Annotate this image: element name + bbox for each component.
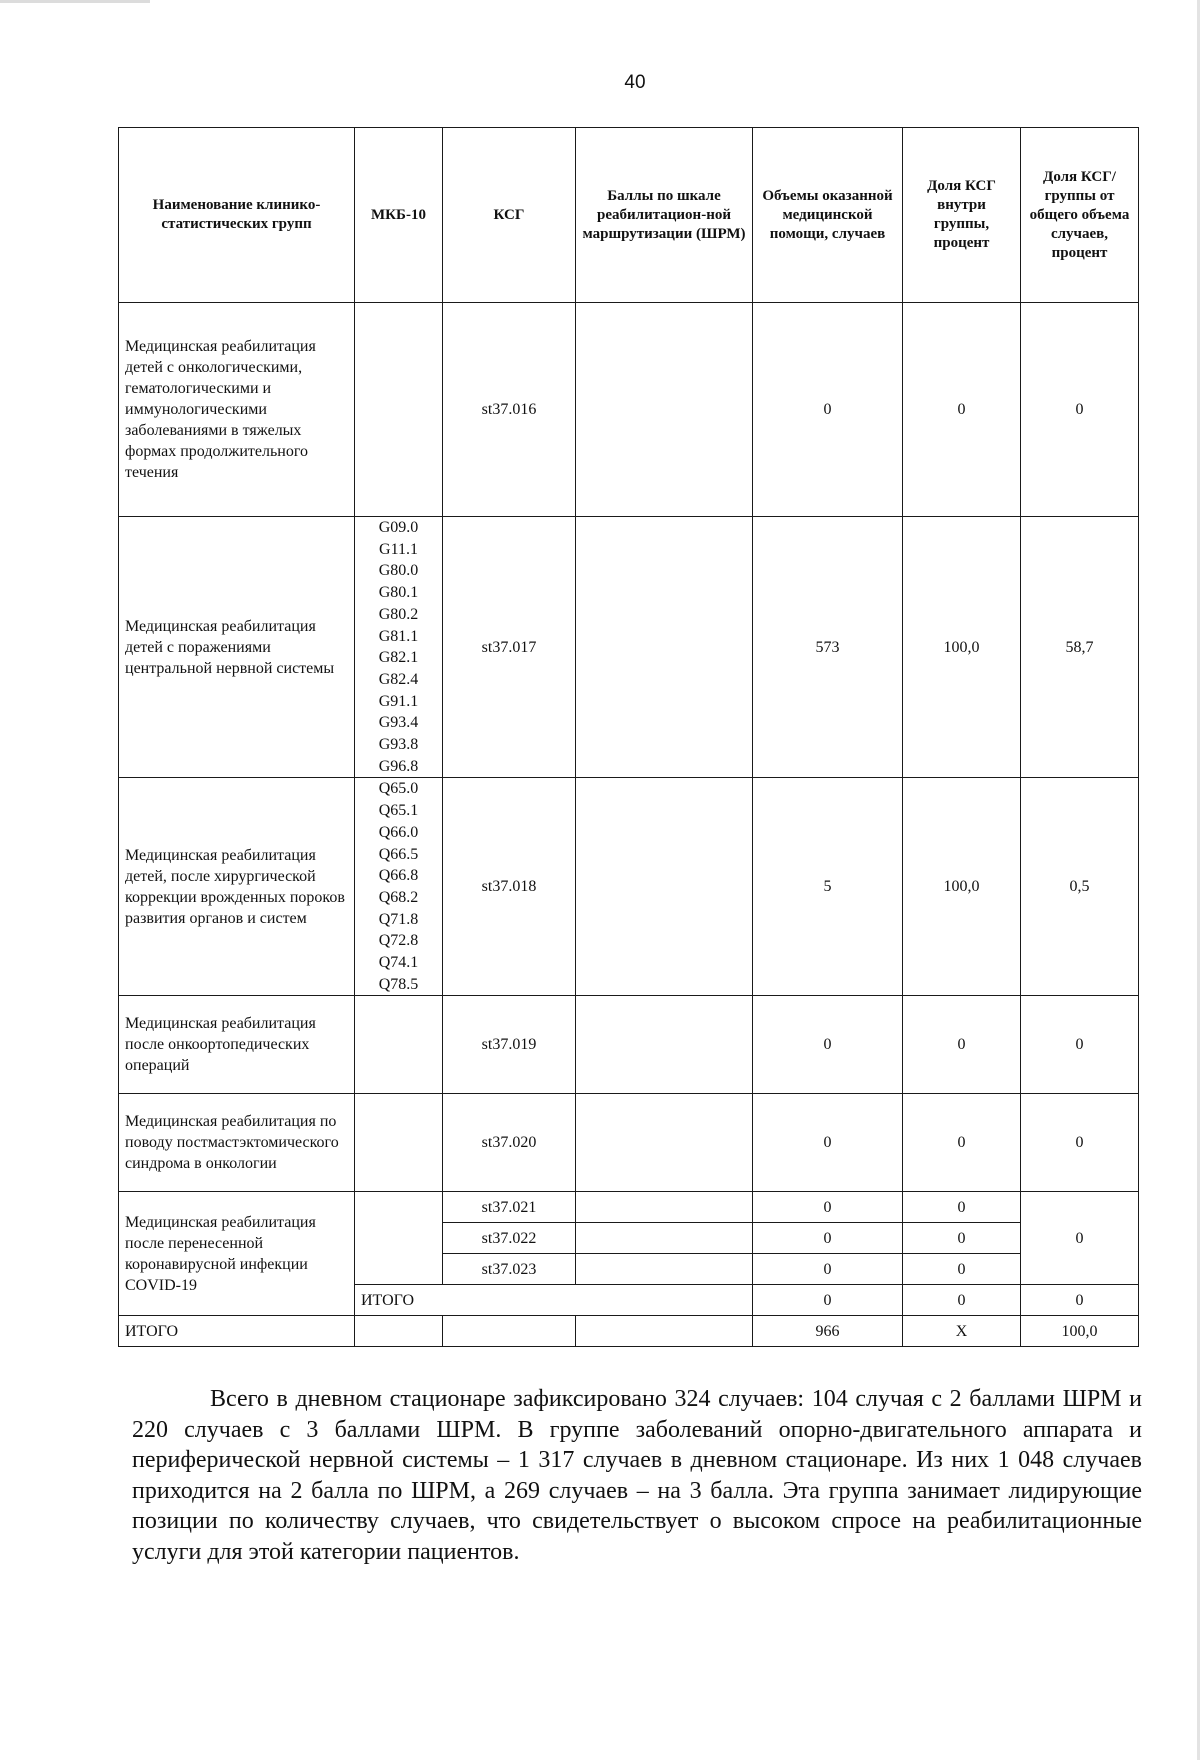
mkb-codes	[355, 1094, 443, 1192]
scan-edge-top	[0, 0, 150, 3]
share-group-value: 0	[903, 1254, 1021, 1285]
share-total-value: 0,5	[1021, 778, 1139, 996]
share-group-value: 0	[903, 996, 1021, 1094]
summary-paragraph: Всего в дневном стационаре зафиксировано 324 случаев: 104 случая с 2 баллами ШРМ и 220 случаев с 3 баллами ШРМ. В группе заболеваний опорно-двигательного аппарата и периферической нервной системы – 1 317 случаев в дневном стационаре. Из них 1 048 случаев приходится на 2 балла по ШРМ, а 269 случаев – на 3 балла. Эта группа занимает лидирующие позиции по количеству случаев, что свидетельствует о высоком спросе на реабилитационные услуги для этой категории пациентов.	[132, 1386, 1142, 1565]
mkb-code: G81.1	[378, 627, 419, 645]
mkb-code: G80.0	[378, 562, 419, 580]
share-group-value: 100,0	[903, 517, 1021, 778]
ksg-table	[118, 127, 1139, 1347]
mkb-code: G82.4	[378, 670, 419, 688]
mkb-code: Q65.1	[378, 802, 419, 820]
mkb-code: Q78.5	[378, 975, 419, 993]
mkb-code: Q72.8	[378, 932, 419, 950]
mkb-code: Q66.0	[378, 823, 419, 841]
subtotal-label: ИТОГО	[355, 1285, 753, 1316]
header-share-group: Доля КСГ внутри группы, процент	[903, 128, 1021, 303]
share-total-value: 0	[1021, 1192, 1139, 1285]
ksg-code: st37.020	[443, 1094, 576, 1192]
shrm-score	[576, 1316, 753, 1347]
group-name: Медицинская реабилитация после онкоортопедических операций	[119, 996, 355, 1094]
shrm-score	[576, 1254, 753, 1285]
share-group-value: Х	[903, 1316, 1021, 1347]
group-name: Медицинская реабилитация по поводу постмастэктомического синдрома в онкологии	[119, 1094, 355, 1192]
table-row	[119, 517, 1139, 778]
mkb-code: G82.1	[378, 649, 419, 667]
shrm-score	[576, 517, 753, 778]
group-name: Медицинская реабилитация детей с онкологическими, гематологическими и иммунологическими заболеваниями в тяжелых формах продолжительного течения	[119, 303, 355, 517]
mkb-code: Q71.8	[378, 910, 419, 928]
shrm-score	[576, 1223, 753, 1254]
table-row	[119, 1094, 1139, 1192]
mkb-codes	[355, 1192, 443, 1285]
mkb-codes	[355, 517, 443, 778]
ksg-code: st37.018	[443, 778, 576, 996]
mkb-code: G11.1	[379, 540, 418, 558]
shrm-score	[576, 303, 753, 517]
share-group-value: 0	[903, 1192, 1021, 1223]
group-name: Медицинская реабилитация детей, после хирургической коррекции врожденных пороков развития органов и систем	[119, 778, 355, 996]
volume-value: 0	[753, 303, 903, 517]
volume-value: 0	[753, 1094, 903, 1192]
volume-value: 0	[753, 1285, 903, 1316]
share-total-value: 0	[1021, 1285, 1139, 1316]
share-total-value: 0	[1021, 303, 1139, 517]
share-group-value: 100,0	[903, 778, 1021, 996]
mkb-code: G96.8	[378, 757, 419, 775]
shrm-score	[576, 996, 753, 1094]
mkb-code: G93.8	[378, 736, 419, 754]
page-number: 40	[624, 72, 646, 93]
ksg-code: st37.016	[443, 303, 576, 517]
ksg-code: st37.019	[443, 996, 576, 1094]
mkb-codes	[355, 778, 443, 996]
table-row-covid	[119, 1192, 1139, 1223]
volume-value: 0	[753, 1223, 903, 1254]
ksg-code: st37.021	[443, 1192, 576, 1223]
volume-value: 573	[753, 517, 903, 778]
table-row	[119, 778, 1139, 996]
share-total-value: 0	[1021, 996, 1139, 1094]
shrm-score	[576, 778, 753, 996]
mkb-code: G80.1	[378, 584, 419, 602]
shrm-score	[576, 1094, 753, 1192]
share-group-value: 0	[903, 1285, 1021, 1316]
ksg-code: st37.023	[443, 1254, 576, 1285]
share-group-value: 0	[903, 1094, 1021, 1192]
mkb-code: Q65.0	[378, 780, 419, 798]
group-name-covid: Медицинская реабилитация после перенесенной коронавирусной инфекции COVID-19	[119, 1192, 355, 1316]
mkb-code: G93.4	[378, 714, 419, 732]
volume-value: 966	[753, 1316, 903, 1347]
share-total-value: 0	[1021, 1094, 1139, 1192]
table-row-grand-total	[119, 1316, 1139, 1347]
table-header-row	[119, 128, 1139, 303]
table-row	[119, 996, 1139, 1094]
volume-value: 5	[753, 778, 903, 996]
volume-value: 0	[753, 1254, 903, 1285]
mkb-code: Q66.8	[378, 867, 419, 885]
mkb-code: G80.2	[378, 605, 419, 623]
shrm-score	[576, 1192, 753, 1223]
header-ksg: КСГ	[443, 128, 576, 303]
mkb-codes	[355, 1316, 443, 1347]
ksg-code	[443, 1316, 576, 1347]
group-name: Медицинская реабилитация детей с поражениями центральной нервной системы	[119, 517, 355, 778]
share-group-value: 0	[903, 303, 1021, 517]
header-shrm: Баллы по шкале реабилитацион-ной маршрутизации (ШРМ)	[576, 128, 753, 303]
share-total-value: 58,7	[1021, 517, 1139, 778]
mkb-codes	[355, 996, 443, 1094]
volume-value: 0	[753, 996, 903, 1094]
table-row	[119, 303, 1139, 517]
header-name: Наименование клинико-статистических групп	[119, 128, 355, 303]
header-share-total: Доля КСГ/ группы от общего объема случаев, процент	[1021, 128, 1139, 303]
header-volume: Объемы оказанной медицинской помощи, случаев	[753, 128, 903, 303]
header-mkb: МКБ-10	[355, 128, 443, 303]
mkb-codes	[355, 303, 443, 517]
share-group-value: 0	[903, 1223, 1021, 1254]
ksg-code: st37.022	[443, 1223, 576, 1254]
mkb-code: G91.1	[378, 692, 419, 710]
grand-total-label: ИТОГО	[119, 1316, 355, 1347]
mkb-code: G09.0	[378, 519, 419, 536]
share-total-value: 100,0	[1021, 1316, 1139, 1347]
volume-value: 0	[753, 1192, 903, 1223]
mkb-code: Q68.2	[378, 888, 419, 906]
mkb-code: Q66.5	[378, 845, 419, 863]
mkb-code: Q74.1	[378, 954, 419, 972]
ksg-code: st37.017	[443, 517, 576, 778]
